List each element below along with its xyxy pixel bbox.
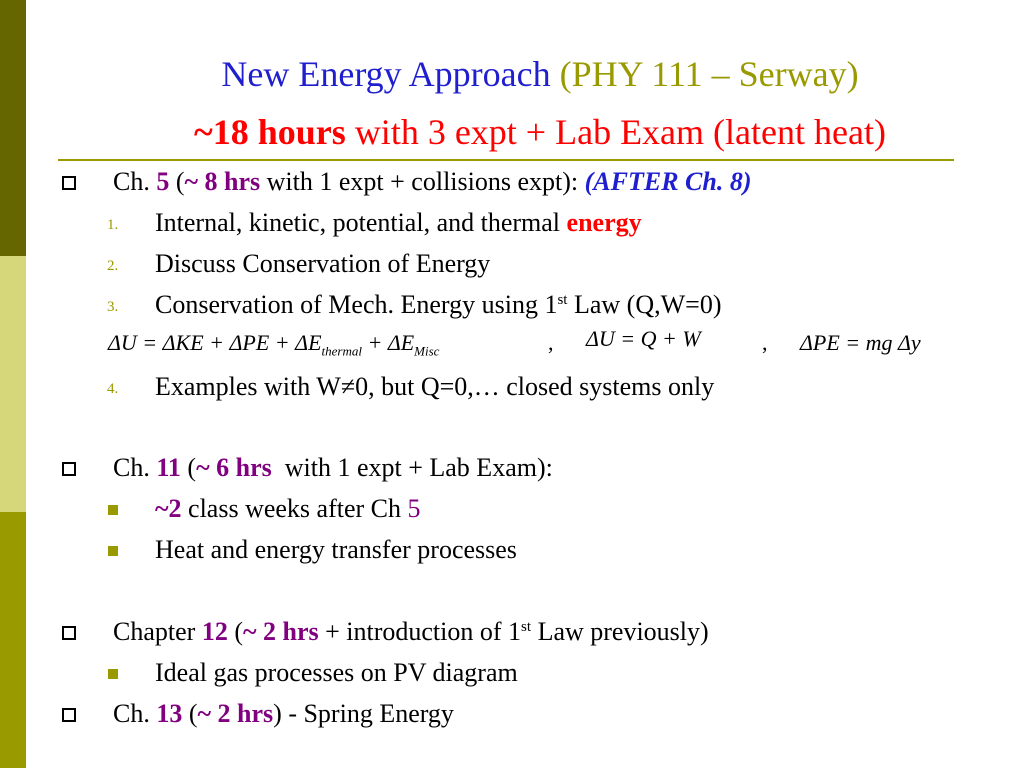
- item-text: Conservation of Mech. Energy using 1: [155, 290, 558, 319]
- hollow-square-bullet: [62, 176, 76, 190]
- ch5-desc: with 1 expt + collisions expt):: [260, 167, 585, 196]
- title-main: New Energy Approach: [221, 54, 551, 94]
- bullet-ch12: [113, 617, 709, 647]
- chapter-number: 13: [156, 699, 183, 728]
- hollow-square-bullet: [62, 708, 76, 722]
- chapter-number: 5: [156, 167, 170, 196]
- paren-open: (: [182, 699, 198, 728]
- eq-part: + ΔE: [361, 330, 415, 355]
- hollow-square-bullet: [62, 462, 76, 476]
- chapter-number: 11: [156, 453, 181, 482]
- superscript: st: [521, 619, 532, 635]
- list-item: [155, 208, 642, 238]
- ch-prefix: Chapter: [113, 617, 202, 646]
- ch-prefix: Ch.: [113, 699, 157, 728]
- item-number: 4.: [107, 381, 119, 397]
- item-number: 3.: [107, 299, 119, 315]
- item-text: Law (Q,W=0): [567, 290, 722, 319]
- side-bar-light: [0, 256, 26, 512]
- list-item: Discuss Conservation of Energy: [155, 249, 491, 278]
- square-bullet: [108, 546, 118, 556]
- ch12-desc: + introduction of 1: [318, 617, 522, 646]
- ch11-desc: with 1 expt + Lab Exam):: [271, 453, 553, 482]
- hours: ~ 2 hrs: [242, 617, 319, 646]
- list-item: [155, 290, 721, 320]
- title-divider: [58, 159, 954, 161]
- slide-title-line2: [40, 110, 1024, 154]
- paren-open: (: [227, 617, 243, 646]
- list-item: Ideal gas processes on PV diagram: [155, 658, 518, 687]
- square-bullet: [108, 505, 118, 515]
- chapter-number: 5: [407, 494, 421, 523]
- energy-equation: [108, 330, 439, 359]
- item-highlight: energy: [566, 208, 642, 237]
- eq-sub: thermal: [321, 343, 362, 359]
- list-item: Examples with W≠0, but Q=0,… closed systems only: [155, 372, 715, 401]
- ch-prefix: Ch.: [113, 167, 157, 196]
- list-item: Heat and energy transfer processes: [155, 535, 517, 564]
- eq-part: ΔU = ΔKE + ΔPE + ΔE: [108, 330, 322, 355]
- hours: ~ 6 hrs: [196, 453, 272, 482]
- bullet-ch11: [113, 453, 553, 483]
- title-rest: with 3 expt + Lab Exam (latent heat): [345, 112, 886, 152]
- ch-prefix: Ch.: [113, 453, 157, 482]
- ch13-desc: ) - Spring Energy: [273, 699, 454, 728]
- item-text: class weeks after Ch: [181, 494, 408, 523]
- square-bullet: [108, 669, 118, 679]
- bullet-ch13: [113, 699, 454, 729]
- bullet-ch5: [113, 167, 752, 197]
- item-text: Internal, kinetic, potential, and thermal: [155, 208, 567, 237]
- hours: ~ 8 hrs: [184, 167, 261, 196]
- paren-open: (: [169, 167, 185, 196]
- first-law-equation: ΔU = Q + W: [586, 326, 701, 351]
- item-number: 2.: [107, 258, 119, 274]
- title-hours: ~18 hours: [194, 112, 346, 152]
- title-course: (PHY 111 – Serway): [559, 54, 859, 94]
- eq-sub: Misc: [414, 343, 440, 359]
- paren-open: (: [180, 453, 197, 482]
- item-number: 1.: [107, 217, 119, 233]
- comma: ,: [548, 330, 554, 355]
- side-bar-mid: [0, 512, 26, 768]
- list-item: [155, 494, 421, 524]
- after-note: (AFTER Ch. 8): [584, 167, 752, 196]
- slide-title-line1: [40, 52, 1024, 96]
- ch12-desc: Law previously): [531, 617, 709, 646]
- hollow-square-bullet: [62, 626, 76, 640]
- potential-energy-equation: ΔPE = mg Δy: [800, 330, 921, 355]
- superscript: st: [557, 292, 568, 308]
- weeks-count: ~2: [155, 494, 182, 523]
- side-bar-dark: [0, 0, 26, 256]
- comma: ,: [762, 330, 768, 355]
- hours: ~ 2 hrs: [197, 699, 274, 728]
- chapter-number: 12: [201, 617, 228, 646]
